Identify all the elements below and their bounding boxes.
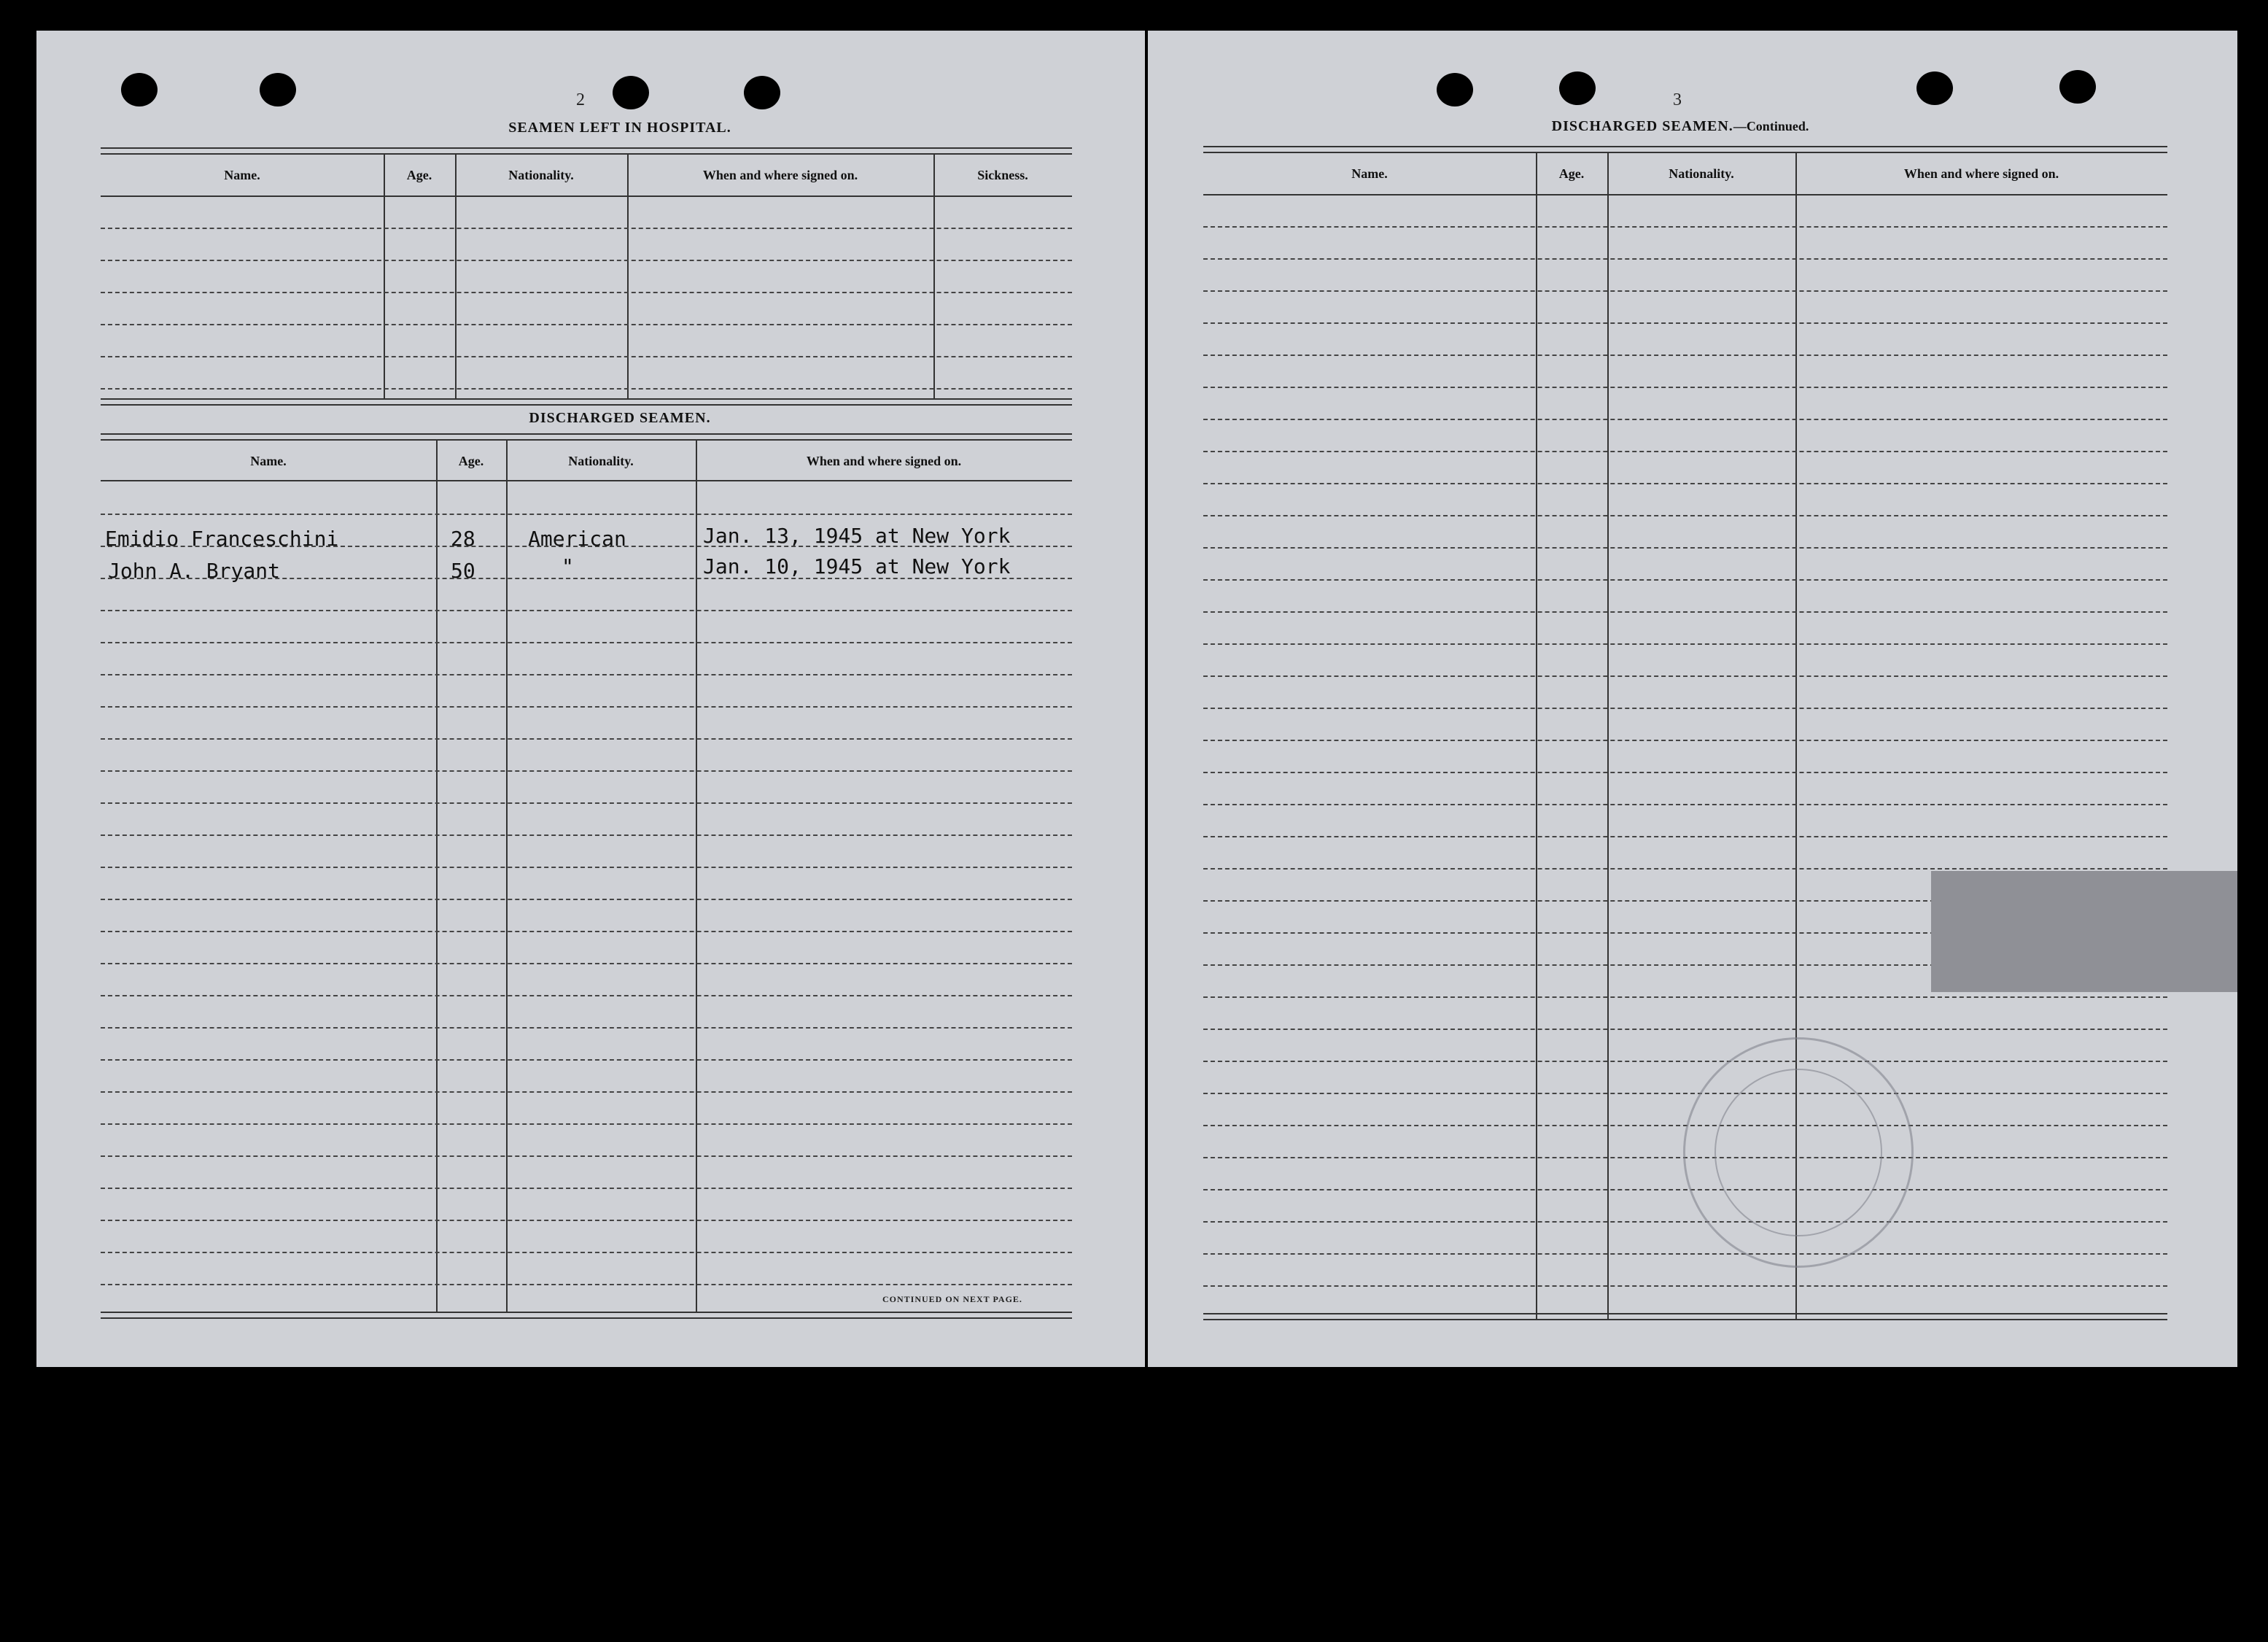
col-header-sickness: Sickness.: [977, 168, 1028, 182]
page-number: 2: [576, 90, 585, 109]
col-header-name: Name.: [224, 168, 260, 182]
title-suffix: —Continued.: [1733, 119, 1809, 133]
row-1-signed-on: Jan. 13, 1945 at New York: [703, 524, 1011, 548]
continued-footer: CONTINUED ON NEXT PAGE.: [882, 1294, 1022, 1304]
row-1-nationality: American: [528, 527, 626, 551]
col-header-name: Name.: [1351, 166, 1388, 181]
row-1-age: 28: [451, 527, 475, 551]
col-header-signed-on: When and where signed on.: [806, 454, 962, 468]
right-page: [1148, 31, 2237, 1367]
row-1-name: Emidio Franceschini: [105, 527, 339, 551]
col-header-nationality: Nationality.: [568, 454, 634, 468]
circular-stamp: [1683, 1037, 1914, 1268]
col-header-nationality: Nationality.: [508, 168, 574, 182]
row-2-signed-on: Jan. 10, 1945 at New York: [703, 554, 1011, 578]
discharged-section-title: DISCHARGED SEAMEN.: [529, 410, 711, 426]
left-page: [36, 31, 1145, 1367]
punch-hole: [121, 73, 158, 107]
col-header-name: Name.: [250, 454, 287, 468]
discharged-table: [101, 433, 1072, 1323]
col-header-nationality: Nationality.: [1669, 166, 1734, 181]
col-header-signed-on: When and where signed on.: [1903, 166, 2059, 181]
row-2-nationality: ": [562, 554, 574, 578]
row-2-age: 50: [451, 559, 475, 583]
punch-hole: [260, 73, 296, 107]
col-header-age: Age.: [406, 168, 432, 182]
punch-hole: [2059, 70, 2096, 104]
punch-hole: [1437, 73, 1473, 107]
col-header-signed-on: When and where signed on.: [702, 168, 858, 182]
tape-mark: [1931, 871, 2237, 992]
col-header-age: Age.: [458, 454, 484, 468]
col-header-age: Age.: [1558, 166, 1585, 181]
punch-hole: [1559, 71, 1596, 105]
punch-hole: [744, 76, 780, 109]
hospital-table: [101, 147, 1072, 433]
punch-hole: [613, 76, 649, 109]
punch-hole: [1916, 71, 1953, 105]
hospital-section-title: SEAMEN LEFT IN HOSPITAL.: [508, 120, 731, 136]
row-2-name: John A. Bryant: [108, 559, 281, 583]
discharged-continued-title: [1367, 118, 1994, 135]
page-number: 3: [1673, 90, 1682, 109]
title-text: DISCHARGED SEAMEN.: [1551, 118, 1733, 134]
